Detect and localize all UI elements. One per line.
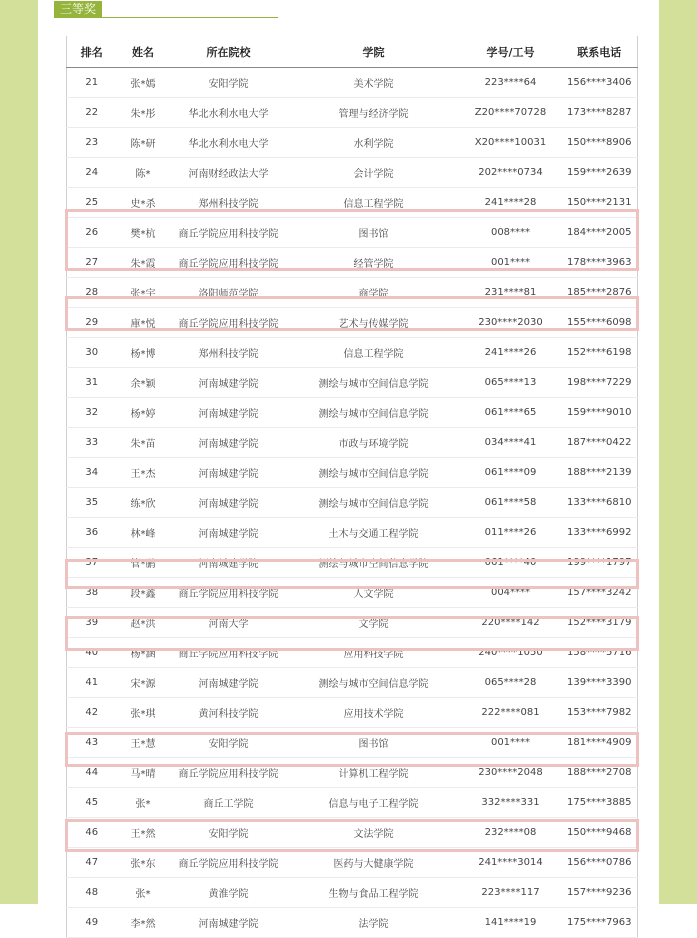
cell-phone: 159****9010 (562, 398, 638, 428)
cell-phone: 152****3179 (562, 608, 638, 638)
cell-phone: 156****3406 (562, 68, 638, 98)
award-title-underline (54, 17, 278, 18)
cell-name: 朱*苗 (117, 428, 170, 458)
cell-phone: 188****2139 (562, 458, 638, 488)
header-phone: 联系电话 (562, 36, 638, 68)
cell-rank: 45 (67, 788, 117, 818)
table-row (67, 158, 638, 188)
cell-university: 河南城建学院 (170, 428, 288, 458)
cell-rank: 48 (67, 878, 117, 908)
cell-name: 张*东 (117, 848, 170, 878)
header-college: 学院 (288, 36, 460, 68)
cell-name: 杨*婷 (117, 398, 170, 428)
cell-university: 安阳学院 (170, 68, 288, 98)
table-row (67, 188, 638, 218)
cell-rank: 26 (67, 218, 117, 248)
table-row (67, 98, 638, 128)
cell-phone: 199****1797 (562, 548, 638, 578)
cell-student-id: 065****28 (460, 668, 562, 698)
table-row (67, 218, 638, 248)
cell-college: 文学院 (288, 608, 460, 638)
cell-college: 测绘与城市空间信息学院 (288, 398, 460, 428)
cell-student-id: 034****41 (460, 428, 562, 458)
cell-rank: 36 (67, 518, 117, 548)
header-university: 所在院校 (170, 36, 288, 68)
cell-name: 赵*洪 (117, 608, 170, 638)
cell-university: 郑州科技学院 (170, 188, 288, 218)
cell-phone: 184****2005 (562, 218, 638, 248)
cell-college: 应用技术学院 (288, 698, 460, 728)
cell-student-id: 231****81 (460, 278, 562, 308)
table-row (67, 128, 638, 158)
cell-phone: 150****9468 (562, 818, 638, 848)
cell-phone: 181****4909 (562, 728, 638, 758)
cell-college: 测绘与城市空间信息学院 (288, 488, 460, 518)
cell-student-id: 230****2048 (460, 758, 562, 788)
cell-name: 王*慧 (117, 728, 170, 758)
cell-college: 会计学院 (288, 158, 460, 188)
cell-student-id: 061****58 (460, 488, 562, 518)
cell-name: 张* (117, 788, 170, 818)
cell-college: 测绘与城市空间信息学院 (288, 458, 460, 488)
cell-phone: 178****3963 (562, 248, 638, 278)
cell-name: 宋*源 (117, 668, 170, 698)
cell-rank: 30 (67, 338, 117, 368)
table-row (67, 68, 638, 98)
cell-student-id: 065****13 (460, 368, 562, 398)
cell-student-id: 001**** (460, 728, 562, 758)
cell-phone: 139****3390 (562, 668, 638, 698)
cell-university: 商丘学院应用科技学院 (170, 218, 288, 248)
cell-university: 商丘工学院 (170, 788, 288, 818)
cell-phone: 159****2639 (562, 158, 638, 188)
table-row (67, 698, 638, 728)
cell-university: 河南城建学院 (170, 908, 288, 938)
table-row (67, 428, 638, 458)
cell-name: 张* (117, 878, 170, 908)
cell-name: 段*鑫 (117, 578, 170, 608)
cell-rank: 39 (67, 608, 117, 638)
table-row (67, 668, 638, 698)
cell-college: 信息工程学院 (288, 188, 460, 218)
cell-phone: 198****7229 (562, 368, 638, 398)
cell-university: 河南财经政法大学 (170, 158, 288, 188)
cell-rank: 24 (67, 158, 117, 188)
cell-college: 法学院 (288, 908, 460, 938)
right-green-margin (659, 0, 697, 904)
cell-name: 陈*研 (117, 128, 170, 158)
cell-college: 土木与交通工程学院 (288, 518, 460, 548)
cell-name: 王*然 (117, 818, 170, 848)
cell-name: 马*晴 (117, 758, 170, 788)
table-row (67, 398, 638, 428)
cell-rank: 28 (67, 278, 117, 308)
table-row (67, 608, 638, 638)
table-row (67, 248, 638, 278)
cell-student-id: 240****1050 (460, 638, 562, 668)
cell-university: 华北水利水电大学 (170, 98, 288, 128)
cell-rank: 21 (67, 68, 117, 98)
cell-university: 洛阳师范学院 (170, 278, 288, 308)
table-row (67, 578, 638, 608)
cell-rank: 41 (67, 668, 117, 698)
cell-university: 黄河科技学院 (170, 698, 288, 728)
table-header-row (67, 36, 638, 68)
table-row (67, 548, 638, 578)
cell-rank: 23 (67, 128, 117, 158)
cell-rank: 43 (67, 728, 117, 758)
cell-college: 人文学院 (288, 578, 460, 608)
cell-college: 美术学院 (288, 68, 460, 98)
cell-rank: 40 (67, 638, 117, 668)
cell-phone: 157****3242 (562, 578, 638, 608)
cell-college: 图书馆 (288, 728, 460, 758)
cell-name: 朱*彤 (117, 98, 170, 128)
cell-phone: 175****3885 (562, 788, 638, 818)
cell-college: 测绘与城市空间信息学院 (288, 548, 460, 578)
header-rank: 排名 (67, 36, 117, 68)
cell-student-id: 230****2030 (460, 308, 562, 338)
cell-college: 水利学院 (288, 128, 460, 158)
cell-name: 杨*博 (117, 338, 170, 368)
cell-rank: 22 (67, 98, 117, 128)
cell-student-id: 241****26 (460, 338, 562, 368)
cell-phone: 133****6810 (562, 488, 638, 518)
cell-phone: 185****2876 (562, 278, 638, 308)
table-row (67, 368, 638, 398)
cell-university: 黄淮学院 (170, 878, 288, 908)
cell-college: 计算机工程学院 (288, 758, 460, 788)
cell-student-id: 008**** (460, 218, 562, 248)
cell-student-id: 001**** (460, 248, 562, 278)
cell-university: 河南城建学院 (170, 668, 288, 698)
cell-college: 测绘与城市空间信息学院 (288, 668, 460, 698)
cell-rank: 49 (67, 908, 117, 938)
cell-name: 练*欣 (117, 488, 170, 518)
cell-rank: 42 (67, 698, 117, 728)
cell-name: 王*杰 (117, 458, 170, 488)
cell-rank: 37 (67, 548, 117, 578)
cell-university: 商丘学院应用科技学院 (170, 638, 288, 668)
cell-rank: 33 (67, 428, 117, 458)
cell-name: 李*然 (117, 908, 170, 938)
cell-phone: 156****0786 (562, 848, 638, 878)
cell-student-id: 232****08 (460, 818, 562, 848)
cell-rank: 46 (67, 818, 117, 848)
cell-name: 张*嫣 (117, 68, 170, 98)
cell-university: 河南大学 (170, 608, 288, 638)
table-row (67, 728, 638, 758)
table-body (67, 68, 638, 938)
cell-name: 林*峰 (117, 518, 170, 548)
cell-college: 管理与经济学院 (288, 98, 460, 128)
cell-phone: 155****6098 (562, 308, 638, 338)
table-row (67, 338, 638, 368)
cell-name: 庫*悦 (117, 308, 170, 338)
cell-student-id: 332****331 (460, 788, 562, 818)
cell-student-id: Z20****70728 (460, 98, 562, 128)
header-name: 姓名 (117, 36, 170, 68)
table-row (67, 308, 638, 338)
cell-name: 樊*杭 (117, 218, 170, 248)
cell-college: 商学院 (288, 278, 460, 308)
cell-rank: 47 (67, 848, 117, 878)
cell-college: 医药与大健康学院 (288, 848, 460, 878)
cell-university: 河南城建学院 (170, 398, 288, 428)
cell-university: 河南城建学院 (170, 458, 288, 488)
cell-university: 河南城建学院 (170, 548, 288, 578)
cell-university: 河南城建学院 (170, 518, 288, 548)
cell-college: 信息与电子工程学院 (288, 788, 460, 818)
table-row (67, 878, 638, 908)
cell-college: 生物与食品工程学院 (288, 878, 460, 908)
cell-phone: 152****6198 (562, 338, 638, 368)
cell-student-id: 222****081 (460, 698, 562, 728)
cell-student-id: 223****64 (460, 68, 562, 98)
cell-college: 信息工程学院 (288, 338, 460, 368)
table-row (67, 518, 638, 548)
cell-student-id: 220****142 (460, 608, 562, 638)
cell-student-id: 004**** (460, 578, 562, 608)
cell-college: 文法学院 (288, 818, 460, 848)
cell-student-id: 223****117 (460, 878, 562, 908)
cell-student-id: 061****65 (460, 398, 562, 428)
cell-student-id: 241****3014 (460, 848, 562, 878)
cell-university: 商丘学院应用科技学院 (170, 758, 288, 788)
cell-university: 商丘学院应用科技学院 (170, 308, 288, 338)
cell-phone: 153****7982 (562, 698, 638, 728)
cell-student-id: 141****19 (460, 908, 562, 938)
cell-phone: 188****2708 (562, 758, 638, 788)
cell-college: 测绘与城市空间信息学院 (288, 368, 460, 398)
table-row (67, 638, 638, 668)
cell-university: 华北水利水电大学 (170, 128, 288, 158)
table-row (67, 488, 638, 518)
cell-college: 经管学院 (288, 248, 460, 278)
cell-college: 艺术与传媒学院 (288, 308, 460, 338)
cell-phone: 150****2131 (562, 188, 638, 218)
cell-rank: 34 (67, 458, 117, 488)
table-row (67, 848, 638, 878)
cell-phone: 157****9236 (562, 878, 638, 908)
cell-university: 郑州科技学院 (170, 338, 288, 368)
cell-student-id: X20****10031 (460, 128, 562, 158)
cell-university: 安阳学院 (170, 818, 288, 848)
cell-phone: 158****5716 (562, 638, 638, 668)
cell-rank: 44 (67, 758, 117, 788)
cell-student-id: 202****0734 (460, 158, 562, 188)
cell-rank: 35 (67, 488, 117, 518)
cell-name: 杨*涵 (117, 638, 170, 668)
cell-name: 陈* (117, 158, 170, 188)
cell-rank: 29 (67, 308, 117, 338)
cell-name: 管*鹏 (117, 548, 170, 578)
cell-university: 安阳学院 (170, 728, 288, 758)
table-row (67, 458, 638, 488)
cell-university: 河南城建学院 (170, 368, 288, 398)
cell-university: 河南城建学院 (170, 488, 288, 518)
cell-university: 商丘学院应用科技学院 (170, 848, 288, 878)
table-row (67, 788, 638, 818)
cell-college: 市政与环境学院 (288, 428, 460, 458)
cell-college: 图书馆 (288, 218, 460, 248)
table-row (67, 908, 638, 938)
cell-rank: 38 (67, 578, 117, 608)
award-title: 三等奖 (54, 1, 102, 18)
table-row (67, 818, 638, 848)
cell-university: 商丘学院应用科技学院 (170, 248, 288, 278)
cell-name: 张*琪 (117, 698, 170, 728)
cell-college: 应用科技学院 (288, 638, 460, 668)
cell-name: 朱*霞 (117, 248, 170, 278)
header-student-id: 学号/工号 (460, 36, 562, 68)
cell-student-id: 061****40 (460, 548, 562, 578)
left-green-margin (0, 0, 38, 904)
cell-rank: 31 (67, 368, 117, 398)
award-table (66, 36, 638, 938)
cell-student-id: 011****26 (460, 518, 562, 548)
cell-student-id: 241****28 (460, 188, 562, 218)
cell-name: 余*颖 (117, 368, 170, 398)
cell-rank: 32 (67, 398, 117, 428)
cell-university: 商丘学院应用科技学院 (170, 578, 288, 608)
cell-phone: 175****7963 (562, 908, 638, 938)
cell-name: 张*宇 (117, 278, 170, 308)
cell-student-id: 061****09 (460, 458, 562, 488)
cell-phone: 173****8287 (562, 98, 638, 128)
cell-phone: 187****0422 (562, 428, 638, 458)
cell-rank: 27 (67, 248, 117, 278)
cell-rank: 25 (67, 188, 117, 218)
cell-phone: 150****8906 (562, 128, 638, 158)
cell-name: 史*杀 (117, 188, 170, 218)
table-row (67, 278, 638, 308)
cell-phone: 133****6992 (562, 518, 638, 548)
table-row (67, 758, 638, 788)
